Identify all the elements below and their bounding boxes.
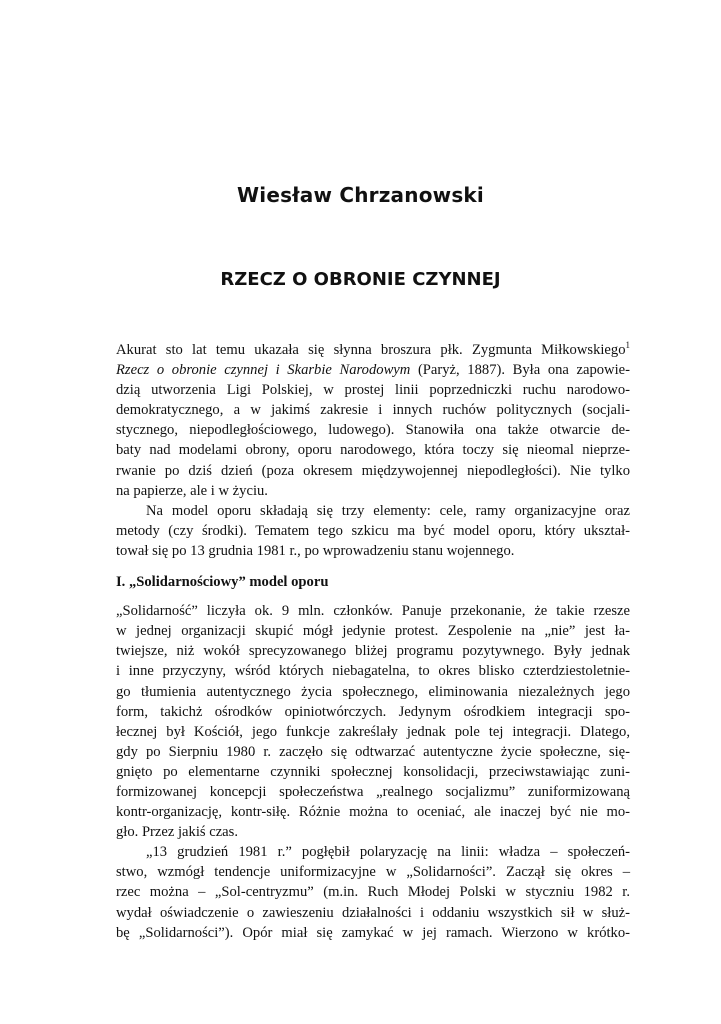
text-line: stycznego, niepodległościowego, ludowego). Stanowiła ona także otwarcie de- — [116, 422, 630, 439]
text-line: gło. Przez jakiś czas. — [116, 824, 238, 841]
text-line: gnięto po elementarne czynniki społecznej konsolidacji, przeciwstawiając zuni- — [116, 763, 630, 780]
text-line: dzią utworzenia Ligi Polskiej, w prostej linii poprzedniczki ruchu narodowo- — [116, 382, 630, 399]
text-line: demokratycznego, a w jakimś zakresie i innych ruchów politycznych (socjali- — [116, 402, 630, 419]
text-line: na papierze, ale i w życiu. — [116, 482, 268, 499]
paragraph-3 — [116, 601, 630, 842]
text-line: i inne przyczyny, wśród których niebagatelna, to okres blisko czterdziestoletnie- — [116, 663, 630, 680]
text-line: gdy po Sierpniu 1980 r. zaczęło się odtwarzać autentyczne życie społeczne, się- — [116, 743, 630, 760]
text-line: twiejsze, niż wokół sprecyzowanego bliżej programu pozytywnego. Były jednak — [116, 643, 630, 660]
paragraph-4 — [116, 842, 630, 942]
text-line: łecznej był Kościół, jego funkcje zakreślały jednak pole tej integracji. Dlatego, — [116, 723, 630, 740]
text-line: „13 grudzień 1981 r.” pogłębił polaryzację na linii: władza – społeczeń- — [146, 844, 630, 861]
text-line: Na model oporu składają się trzy elementy: cele, ramy organizacyjne oraz — [146, 502, 630, 519]
text-fragment: Akurat sto lat temu ukazała się słynna broszura płk. Zygmunta Miłkowskiego — [116, 342, 626, 358]
section-heading: I. „Solidarnościowy” model oporu — [116, 574, 329, 591]
text-line: kontr-organizację, kontr-siłę. Różnie można to oceniać, ale inaczej być nie mo- — [116, 804, 630, 821]
text-line: bę „Solidarności”). Opór miał się zamykać w jej ramach. Wierzono w krótko- — [116, 924, 630, 941]
paragraph-2 — [116, 501, 630, 561]
text-line — [116, 360, 630, 380]
text-line: tował się po 13 grudnia 1981 r., po wprowadzeniu stanu wojennego. — [116, 542, 515, 559]
text-line: „Solidarność” liczyła ok. 9 mln. członków. Panuje przekonanie, że takie rzesze — [116, 603, 630, 620]
text-line: stwo, wzmógł tendencje uniformizacyjne w „Solidarności”. Zaczął się okres – — [116, 864, 630, 881]
footnote-ref[interactable]: 1 — [625, 340, 630, 350]
text-line: wydał oświadczenie o zawieszeniu działalności i oddaniu wszystkich sił w służ- — [116, 904, 630, 921]
text-line: metody (czy środki). Tematem tego szkicu ma być model oporu, który ukształ- — [116, 522, 630, 539]
text-line: rwanie po dziś dzień (poza okresem międzywojennej niepodległości). Nie tylko — [116, 462, 630, 479]
text-line: w jednej organizacji skupić mógł jedynie protest. Zespolenie na „nie” jest ła- — [116, 623, 630, 640]
author-name: Wiesław Chrzanowski — [237, 183, 484, 207]
article-body — [116, 340, 630, 943]
paragraph-1 — [116, 340, 630, 501]
text-line: form, takichż ośrodków opiniotwórczych. Jedynym ośrodkiem integracji spo- — [116, 703, 630, 720]
text-line: formizowanej koncepcji społeczeństwa „realnego socjalizmu” zuniformizowaną — [116, 783, 630, 800]
text-fragment: (Paryż, 1887). Była ona zapowie- — [410, 362, 630, 379]
book-title: Rzecz o obronie czynnej i Skarbie Narodowym — [116, 362, 411, 379]
text-line: go tłumienia autentycznego życia społecznego, eliminowania niezależnych jego — [116, 683, 630, 700]
article-title: RZECZ O OBRONIE CZYNNEJ — [220, 269, 501, 290]
text-line: rzec można – „Sol-centryzmu” (m.in. Ruch Młodej Polski w styczniu 1982 r. — [116, 884, 630, 901]
text-line: baty nad modelami obrony, oporu narodowego, która toczy się nieomal nieprze- — [116, 442, 630, 459]
text-line — [116, 340, 630, 360]
